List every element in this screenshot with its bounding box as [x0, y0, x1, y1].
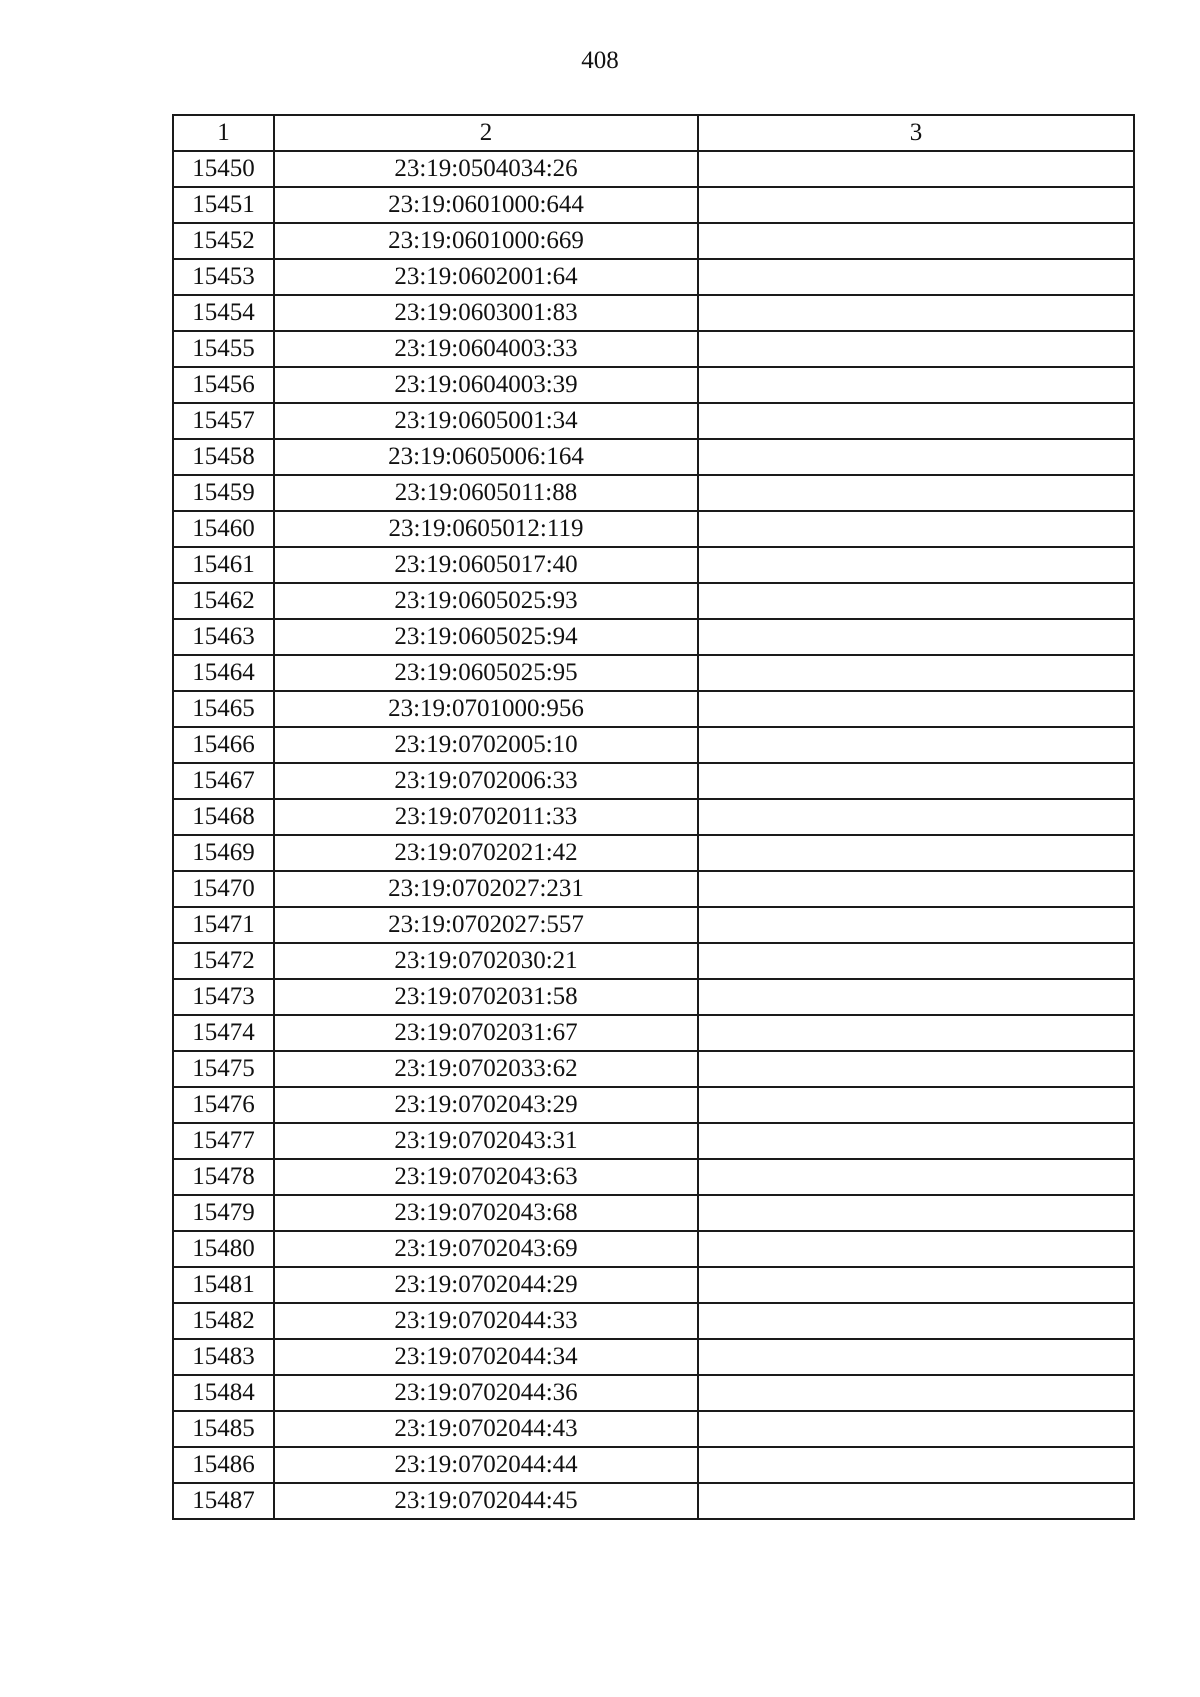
cell-cadastral-id: 23:19:0602001:64	[274, 259, 698, 295]
table-row	[173, 583, 1134, 619]
cell-col3	[698, 979, 1134, 1015]
cell-cadastral-id: 23:19:0605011:88	[274, 475, 698, 511]
cell-cadastral-id: 23:19:0702044:45	[274, 1483, 698, 1519]
cell-col3	[698, 331, 1134, 367]
cell-number: 15471	[173, 907, 274, 943]
table-row	[173, 1051, 1134, 1087]
header-cell-col2: 2	[274, 115, 698, 151]
cell-cadastral-id: 23:19:0605025:94	[274, 619, 698, 655]
cell-col3	[698, 835, 1134, 871]
cell-col3	[698, 511, 1134, 547]
cell-col3	[698, 907, 1134, 943]
cell-number: 15466	[173, 727, 274, 763]
cell-col3	[698, 799, 1134, 835]
table-row	[173, 1159, 1134, 1195]
table-row	[173, 259, 1134, 295]
cell-number: 15472	[173, 943, 274, 979]
cell-col3	[698, 1303, 1134, 1339]
cell-col3	[698, 763, 1134, 799]
cell-col3	[698, 1483, 1134, 1519]
header-cell-col1: 1	[173, 115, 274, 151]
cell-cadastral-id: 23:19:0702043:63	[274, 1159, 698, 1195]
table-row	[173, 1015, 1134, 1051]
cell-number: 15459	[173, 475, 274, 511]
cell-number: 15469	[173, 835, 274, 871]
cell-number: 15470	[173, 871, 274, 907]
cell-number: 15478	[173, 1159, 274, 1195]
cell-number: 15485	[173, 1411, 274, 1447]
cell-col3	[698, 1015, 1134, 1051]
table-row	[173, 1123, 1134, 1159]
cell-number: 15477	[173, 1123, 274, 1159]
cell-col3	[698, 439, 1134, 475]
cell-number: 15473	[173, 979, 274, 1015]
table-row	[173, 439, 1134, 475]
cell-number: 15487	[173, 1483, 274, 1519]
cell-col3	[698, 259, 1134, 295]
table-row	[173, 1375, 1134, 1411]
cell-cadastral-id: 23:19:0604003:39	[274, 367, 698, 403]
cell-col3	[698, 1051, 1134, 1087]
cell-cadastral-id: 23:19:0702027:231	[274, 871, 698, 907]
cell-number: 15456	[173, 367, 274, 403]
cell-number: 15479	[173, 1195, 274, 1231]
table-header-row	[173, 115, 1134, 151]
cell-col3	[698, 1375, 1134, 1411]
table-row	[173, 943, 1134, 979]
cell-number: 15462	[173, 583, 274, 619]
table-row	[173, 1483, 1134, 1519]
cell-number: 15454	[173, 295, 274, 331]
table-row	[173, 763, 1134, 799]
cell-number: 15452	[173, 223, 274, 259]
cell-col3	[698, 187, 1134, 223]
cell-cadastral-id: 23:19:0604003:33	[274, 331, 698, 367]
cell-number: 15474	[173, 1015, 274, 1051]
cell-number: 15458	[173, 439, 274, 475]
table-row	[173, 727, 1134, 763]
cell-number: 15460	[173, 511, 274, 547]
cell-cadastral-id: 23:19:0702044:33	[274, 1303, 698, 1339]
cell-col3	[698, 1195, 1134, 1231]
cell-col3	[698, 475, 1134, 511]
table-row	[173, 1267, 1134, 1303]
cell-number: 15486	[173, 1447, 274, 1483]
cell-cadastral-id: 23:19:0702021:42	[274, 835, 698, 871]
cell-cadastral-id: 23:19:0504034:26	[274, 151, 698, 187]
table-row	[173, 151, 1134, 187]
table-row	[173, 655, 1134, 691]
table-row	[173, 1447, 1134, 1483]
cell-cadastral-id: 23:19:0605012:119	[274, 511, 698, 547]
table-row	[173, 547, 1134, 583]
cell-col3	[698, 1123, 1134, 1159]
cell-col3	[698, 1087, 1134, 1123]
table-row	[173, 1231, 1134, 1267]
cell-number: 15483	[173, 1339, 274, 1375]
cell-cadastral-id: 23:19:0603001:83	[274, 295, 698, 331]
table-row	[173, 1411, 1134, 1447]
cell-col3	[698, 1159, 1134, 1195]
cell-cadastral-id: 23:19:0702006:33	[274, 763, 698, 799]
cell-cadastral-id: 23:19:0605001:34	[274, 403, 698, 439]
cell-col3	[698, 403, 1134, 439]
cell-col3	[698, 691, 1134, 727]
cell-cadastral-id: 23:19:0702011:33	[274, 799, 698, 835]
cell-col3	[698, 871, 1134, 907]
table-row	[173, 871, 1134, 907]
table-row	[173, 691, 1134, 727]
cell-col3	[698, 1231, 1134, 1267]
cell-number: 15461	[173, 547, 274, 583]
cell-cadastral-id: 23:19:0702027:557	[274, 907, 698, 943]
cell-col3	[698, 583, 1134, 619]
cell-number: 15467	[173, 763, 274, 799]
cell-number: 15465	[173, 691, 274, 727]
cell-cadastral-id: 23:19:0702030:21	[274, 943, 698, 979]
cell-number: 15451	[173, 187, 274, 223]
cell-cadastral-id: 23:19:0605025:93	[274, 583, 698, 619]
cell-cadastral-id: 23:19:0702044:44	[274, 1447, 698, 1483]
cell-col3	[698, 1339, 1134, 1375]
table-row	[173, 1195, 1134, 1231]
table-row	[173, 835, 1134, 871]
cell-number: 15480	[173, 1231, 274, 1267]
page-number: 408	[581, 47, 619, 74]
table-row	[173, 1339, 1134, 1375]
cell-cadastral-id: 23:19:0701000:956	[274, 691, 698, 727]
cell-cadastral-id: 23:19:0702031:58	[274, 979, 698, 1015]
cell-number: 15475	[173, 1051, 274, 1087]
cell-col3	[698, 1267, 1134, 1303]
table-row	[173, 475, 1134, 511]
table-body	[173, 115, 1134, 1519]
cell-number: 15450	[173, 151, 274, 187]
cell-cadastral-id: 23:19:0605017:40	[274, 547, 698, 583]
cell-col3	[698, 547, 1134, 583]
cell-cadastral-id: 23:19:0702043:68	[274, 1195, 698, 1231]
cell-col3	[698, 367, 1134, 403]
header-cell-col3: 3	[698, 115, 1134, 151]
cell-cadastral-id: 23:19:0702043:31	[274, 1123, 698, 1159]
table-row	[173, 223, 1134, 259]
cell-col3	[698, 223, 1134, 259]
cell-col3	[698, 943, 1134, 979]
cell-col3	[698, 295, 1134, 331]
cell-col3	[698, 1411, 1134, 1447]
table-row	[173, 295, 1134, 331]
cell-col3	[698, 655, 1134, 691]
table-row	[173, 331, 1134, 367]
table-row	[173, 907, 1134, 943]
cell-number: 15482	[173, 1303, 274, 1339]
cell-cadastral-id: 23:19:0702031:67	[274, 1015, 698, 1051]
cell-cadastral-id: 23:19:0702044:29	[274, 1267, 698, 1303]
table-row	[173, 367, 1134, 403]
table-row	[173, 979, 1134, 1015]
cell-number: 15484	[173, 1375, 274, 1411]
cadastral-table	[172, 114, 1135, 1520]
table-row	[173, 187, 1134, 223]
cell-cadastral-id: 23:19:0601000:669	[274, 223, 698, 259]
table-row	[173, 1303, 1134, 1339]
table-row	[173, 403, 1134, 439]
cell-col3	[698, 1447, 1134, 1483]
cell-number: 15464	[173, 655, 274, 691]
cell-number: 15457	[173, 403, 274, 439]
cell-number: 15453	[173, 259, 274, 295]
cell-number: 15481	[173, 1267, 274, 1303]
table-row	[173, 619, 1134, 655]
cell-number: 15476	[173, 1087, 274, 1123]
cell-col3	[698, 727, 1134, 763]
cell-number: 15455	[173, 331, 274, 367]
cell-col3	[698, 151, 1134, 187]
table-row	[173, 1087, 1134, 1123]
cell-cadastral-id: 23:19:0702044:36	[274, 1375, 698, 1411]
cell-cadastral-id: 23:19:0702033:62	[274, 1051, 698, 1087]
cell-cadastral-id: 23:19:0702044:43	[274, 1411, 698, 1447]
cell-cadastral-id: 23:19:0702043:69	[274, 1231, 698, 1267]
table-row	[173, 799, 1134, 835]
cell-number: 15468	[173, 799, 274, 835]
table-row	[173, 511, 1134, 547]
cell-cadastral-id: 23:19:0601000:644	[274, 187, 698, 223]
cell-number: 15463	[173, 619, 274, 655]
cell-cadastral-id: 23:19:0702005:10	[274, 727, 698, 763]
cell-cadastral-id: 23:19:0605025:95	[274, 655, 698, 691]
cell-col3	[698, 619, 1134, 655]
cell-cadastral-id: 23:19:0702043:29	[274, 1087, 698, 1123]
cell-cadastral-id: 23:19:0605006:164	[274, 439, 698, 475]
cell-cadastral-id: 23:19:0702044:34	[274, 1339, 698, 1375]
